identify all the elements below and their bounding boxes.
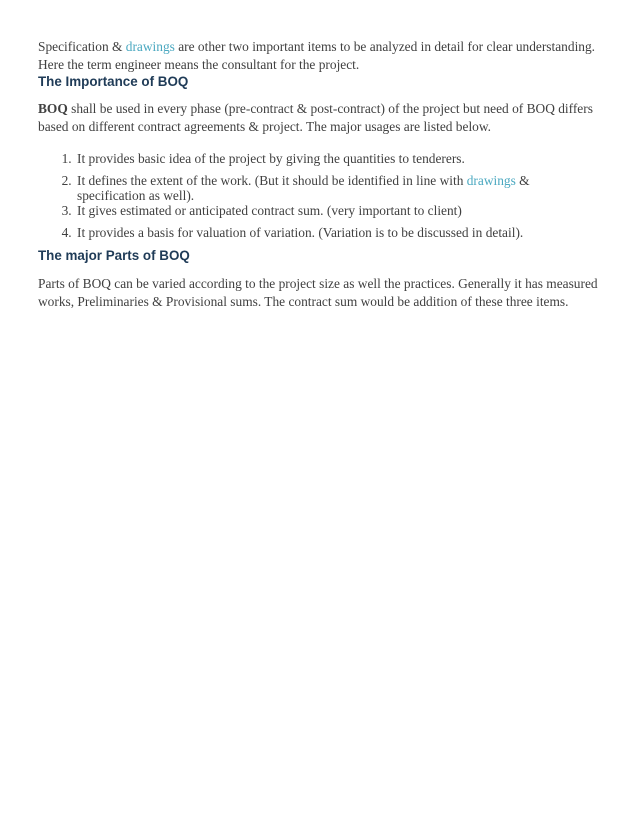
intro-text-start: Specification & [38, 39, 126, 54]
list-item-text-end: & specification as well). [77, 173, 530, 203]
list-item: 3. It gives estimated or anticipated contract sum. (very important to client) [75, 203, 600, 218]
list-item: 1. It provides basic idea of the project by giving the quantities to tenderers. [75, 151, 600, 166]
parts-paragraph: Parts of BOQ can be varied according to the project size as well the practices. Generally it has measured works, Preliminaries & Provisional sums. The contract sum would be addition of these three items. [38, 276, 598, 309]
intro-text-end: are other two important items to be analyzed in detail for clear understanding. Here the term engineer means the consultant for the project. [38, 39, 596, 72]
importance-heading: The Importance of BOQ [38, 74, 189, 89]
drawings-link[interactable]: drawings [125, 39, 175, 54]
parts-heading: The major Parts of BOQ [38, 248, 190, 263]
intro-paragraph [38, 38, 600, 74]
usage-list [38, 151, 600, 240]
importance-paragraph [38, 100, 600, 136]
boq-bold-lead: BOQ [38, 101, 68, 116]
importance-text: shall be used in every phase (pre-contract & post-contract) of the project but need of BOQ differs based on different contract agreements & project. The major usages are listed below. [38, 101, 593, 134]
list-item: 4. It provides a basis for valuation of variation. (Variation is to be discussed in detail). [75, 225, 600, 240]
document-page [38, 38, 600, 311]
drawings-link[interactable]: drawings [466, 173, 516, 188]
list-item [75, 173, 600, 203]
list-item-text-start: It defines the extent of the work. (But it should be identified in line with [77, 173, 467, 188]
